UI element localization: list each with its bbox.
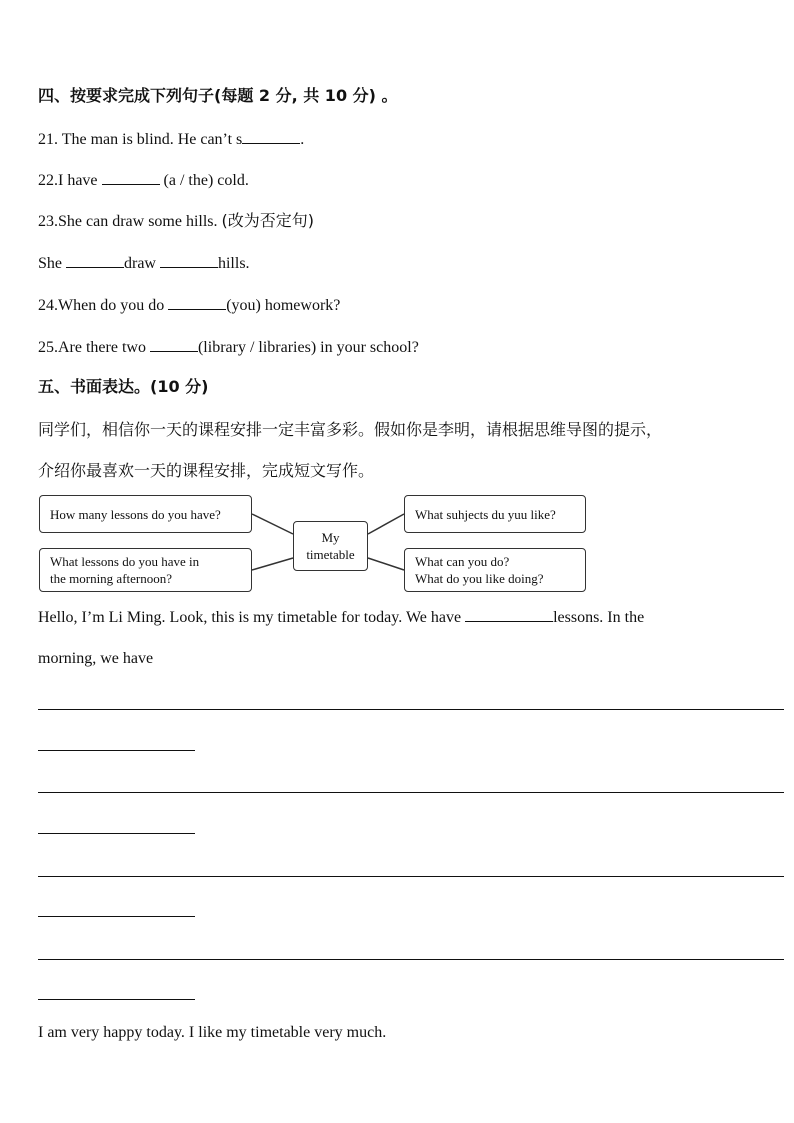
writing-line-short[interactable] <box>38 750 195 751</box>
question-number: 23. <box>38 213 58 230</box>
writing-line-short[interactable] <box>38 833 195 834</box>
question-text-end: (library / libraries) in your school? <box>197 339 419 356</box>
node-label: the morning afternoon? <box>50 571 173 586</box>
closing-sentence: I am very happy today. I like my timetable very much. <box>38 1024 387 1041</box>
answer-word: hills. <box>217 255 250 272</box>
node-label: What suhjects du yuu like? <box>415 506 556 522</box>
question-number: 21. <box>38 131 58 148</box>
question-text: When do you do <box>58 297 169 314</box>
node-label: What do you like doing? <box>415 571 544 586</box>
question-text: She can draw some hills. <box>58 213 222 230</box>
question-text: Are there two <box>58 339 150 356</box>
mindmap-node-lessons-count <box>39 495 252 533</box>
passage-line-2: morning, we have <box>38 650 154 667</box>
question-text-end: (you) homework? <box>226 297 341 314</box>
node-label: My <box>321 530 340 545</box>
passage-line-1 <box>38 607 644 628</box>
node-label: What can you do? <box>415 554 510 569</box>
node-label: timetable <box>306 547 355 562</box>
mindmap-node-subjects <box>404 495 586 533</box>
writing-line-short[interactable] <box>38 916 195 917</box>
mindmap-node-activities <box>404 548 586 592</box>
question-text-end: (a / the) cold. <box>159 172 249 189</box>
answer-blank[interactable] <box>465 607 553 622</box>
writing-line-short[interactable] <box>38 999 195 1000</box>
node-label: How many lessons do you have? <box>50 506 221 522</box>
node-label: What lessons do you have in <box>50 554 200 569</box>
passage-text: lessons. In the <box>553 609 645 626</box>
writing-line[interactable] <box>38 876 784 877</box>
question-instruction: (改为否定句) <box>221 211 315 230</box>
section-4-title: 四、按要求完成下列句子(每题 2 分, 共 10 分) 。 <box>38 86 398 105</box>
question-number: 25. <box>38 339 58 356</box>
writing-line[interactable] <box>38 792 784 793</box>
answer-word: She <box>38 255 66 272</box>
instruction-line-2: 介绍你最喜欢一天的课程安排，完成短文写作。 <box>38 461 375 480</box>
answer-word: draw <box>124 255 160 272</box>
question-number: 22. <box>38 172 58 189</box>
question-text: I have <box>58 172 102 189</box>
question-text-end: . <box>300 131 305 148</box>
mindmap-node-lessons-time <box>39 548 252 592</box>
question-text: The man is blind. He can’t s <box>58 131 243 148</box>
passage-text: Hello, I’m Li Ming. Look, this is my timetable for today. We have <box>38 609 466 626</box>
mindmap-center-node <box>293 521 368 571</box>
section-5-title: 五、书面表达。(10 分) <box>38 377 209 396</box>
writing-line[interactable] <box>38 709 784 710</box>
instruction-line-1: 同学们，相信你一天的课程安排一定丰富多彩。假如你是李明，请根据思维导图的提示， <box>38 420 663 439</box>
question-number: 24. <box>38 297 58 314</box>
writing-line[interactable] <box>38 959 784 960</box>
